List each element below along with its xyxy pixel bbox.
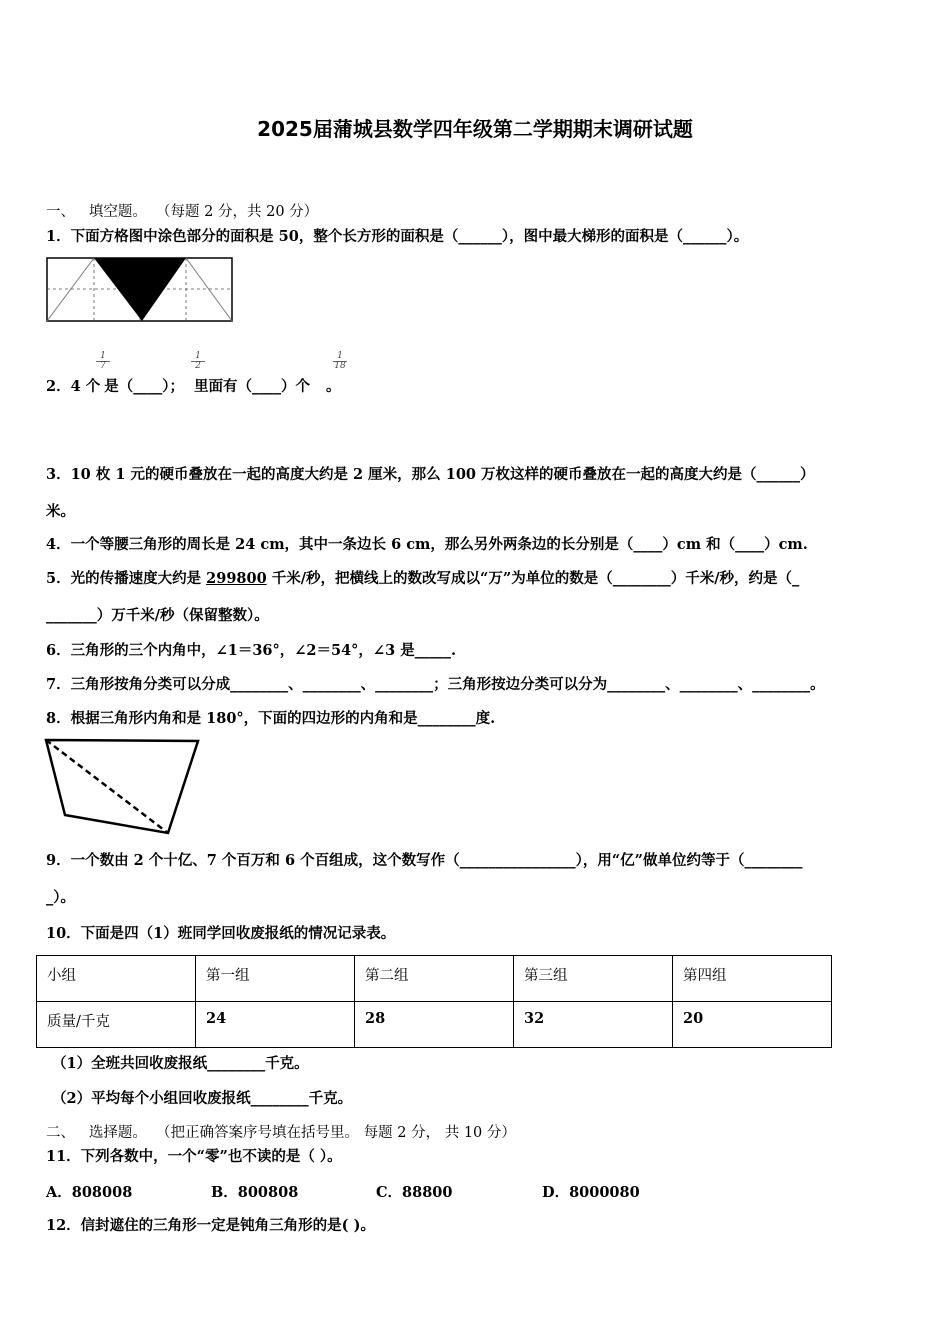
fraction-1-7: $\frac{1}{7}$ — [96, 352, 110, 371]
shaded-triangle — [94, 258, 186, 321]
underlined-number: 299800 — [206, 570, 267, 587]
question-10-part-2: （2）平均每个小组回收废报纸________千克。 — [52, 1090, 353, 1107]
fraction-1-2: $\frac{1}{2}$ — [191, 352, 205, 371]
question-7: 7．三角形按角分类可以分成________、________、________；三角形按边分类可以分为________、________、________。 — [46, 676, 825, 693]
question-4: 4．一个等腰三角形的周长是 24 cm，其中一条边长 6 cm，那么另外两条边的长分别是（____）cm 和（____）cm. — [46, 536, 808, 553]
table-cell: 32 — [514, 1002, 673, 1048]
section-2-heading — [46, 1123, 516, 1143]
question-1: 1．下面方格图中涂色部分的面积是 50，整个长方形的面积是（______），图中最大梯形的面积是（______）。 — [46, 228, 749, 245]
table-row — [37, 1002, 832, 1048]
question-6: 6．三角形的三个内角中，∠1＝36°，∠2＝54°，∠3 是_____. — [46, 642, 457, 659]
table-cell: 第四组 — [673, 956, 832, 1002]
option-a[interactable]: A．808008 — [46, 1184, 133, 1201]
table-cell: 第一组 — [196, 956, 355, 1002]
section-number: 二、 — [46, 1125, 75, 1141]
quadrilateral-figure — [44, 738, 202, 836]
question-8: 8．根据三角形内角和是 180°，下面的四边形的内角和是________度. — [46, 710, 496, 727]
question-12: 12．信封遮住的三角形一定是钝角三角形的是( )。 — [46, 1217, 375, 1234]
question-5-line-2: _______）万千米/秒（保留整数）。 — [46, 607, 269, 624]
record-table — [36, 955, 832, 1048]
table-cell: 28 — [355, 1002, 514, 1048]
section-note: （把正确答案序号填在括号里。 每题 2 分， 共 10 分） — [156, 1125, 516, 1141]
table-cell: 20 — [673, 1002, 832, 1048]
section-note: （每题 2 分，共 20 分） — [156, 204, 319, 220]
question-9-line-1: 9．一个数由 2 个十亿、7 个百万和 6 个百组成，这个数写作（________________），用“亿”做单位约等于（________ — [46, 852, 803, 869]
question-5-line-1: 5．光的传播速度大约是 299800 千米/秒，把横线上的数改写成以“万”为单位的数是（________）千米/秒，约是（_ — [46, 570, 800, 587]
fraction-1-18: $\frac{1}{18}$ — [334, 351, 346, 371]
table-cell: 第二组 — [355, 956, 514, 1002]
question-3-line-2: 米。 — [46, 503, 75, 520]
option-d[interactable]: D．8000080 — [542, 1184, 640, 1201]
question-10: 10．下面是四（1）班同学回收废报纸的情况记录表。 — [46, 925, 396, 942]
option-c[interactable]: C．88800 — [376, 1184, 453, 1201]
grid-figure — [46, 257, 234, 323]
section-name: 选择题。 — [88, 1125, 147, 1141]
option-b[interactable]: B．800808 — [211, 1184, 299, 1201]
table-cell: 小组 — [37, 956, 196, 1002]
table-header-row — [37, 956, 832, 1002]
section-1-heading — [46, 202, 318, 222]
section-number: 一、 — [46, 204, 75, 220]
table-cell: 第三组 — [514, 956, 673, 1002]
question-9-line-2: _）。 — [46, 889, 75, 906]
table-cell: 24 — [196, 1002, 355, 1048]
question-10-part-1: （1）全班共回收废报纸________千克。 — [52, 1055, 309, 1072]
question-3-line-1: 3．10 枚 1 元的硬币叠放在一起的高度大约是 2 厘米，那么 100 万枚这样的硬币叠放在一起的高度大约是（______） — [46, 466, 815, 483]
section-name: 填空题。 — [88, 204, 147, 220]
question-11: 11．下列各数中，一个“零”也不读的是（ ）。 — [46, 1148, 342, 1165]
table-cell: 质量/千克 — [37, 1002, 196, 1048]
question-2: 2．4 个 是（____）； 里面有（____）个 。 — [46, 378, 341, 395]
page-title: 2025届蒲城县数学四年级第二学期期末调研试题 — [257, 117, 693, 141]
